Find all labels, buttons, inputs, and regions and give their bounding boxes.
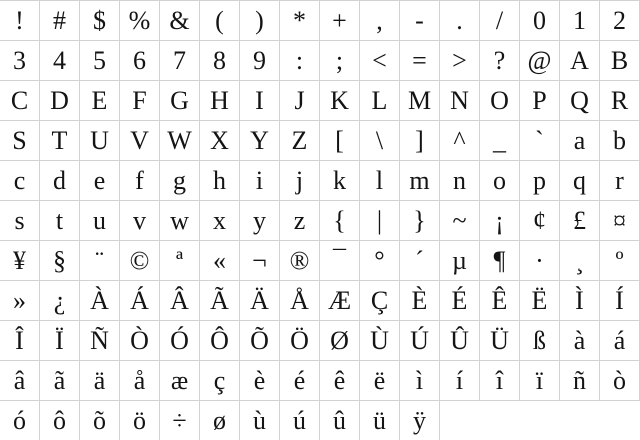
- glyph-cell: Ò: [120, 320, 160, 360]
- glyph-cell: f: [120, 160, 160, 200]
- glyph-cell: «: [200, 240, 240, 280]
- glyph-cell: º: [600, 240, 640, 280]
- glyph-cell: Ö: [280, 320, 320, 360]
- glyph-cell: [: [320, 120, 360, 160]
- glyph-cell: ©: [120, 240, 160, 280]
- glyph-cell: Á: [120, 280, 160, 320]
- glyph-cell: #: [40, 0, 80, 40]
- glyph-cell: s: [0, 200, 40, 240]
- glyph-cell: !: [0, 0, 40, 40]
- glyph-cell: Ï: [40, 320, 80, 360]
- glyph-cell: Ø: [320, 320, 360, 360]
- glyph-cell: H: [200, 80, 240, 120]
- glyph-cell: ¢: [520, 200, 560, 240]
- glyph-cell: Å: [280, 280, 320, 320]
- glyph-cell: µ: [440, 240, 480, 280]
- glyph-row: [0, 40, 640, 80]
- glyph-cell: ;: [320, 40, 360, 80]
- glyph-cell: v: [120, 200, 160, 240]
- glyph-cell: ó: [0, 400, 40, 440]
- empty-cell: [440, 400, 480, 440]
- glyph-cell: 4: [40, 40, 80, 80]
- glyph-cell: ®: [280, 240, 320, 280]
- glyph-cell: ?: [480, 40, 520, 80]
- glyph-cell: ¡: [480, 200, 520, 240]
- glyph-cell: Û: [440, 320, 480, 360]
- glyph-cell: ¥: [0, 240, 40, 280]
- glyph-cell: F: [120, 80, 160, 120]
- glyph-cell: n: [440, 160, 480, 200]
- glyph-cell: x: [200, 200, 240, 240]
- glyph-cell: å: [120, 360, 160, 400]
- glyph-cell: ö: [120, 400, 160, 440]
- glyph-cell: i: [240, 160, 280, 200]
- glyph-cell: ü: [360, 400, 400, 440]
- glyph-cell: Y: [240, 120, 280, 160]
- glyph-cell: ñ: [560, 360, 600, 400]
- glyph-cell: ã: [40, 360, 80, 400]
- glyph-cell: á: [600, 320, 640, 360]
- glyph-cell: Ó: [160, 320, 200, 360]
- glyph-cell: Ì: [560, 280, 600, 320]
- glyph-cell: $: [80, 0, 120, 40]
- glyph-cell: Í: [600, 280, 640, 320]
- glyph-cell: T: [40, 120, 80, 160]
- glyph-cell: w: [160, 200, 200, 240]
- glyph-cell: £: [560, 200, 600, 240]
- glyph-cell: Ú: [400, 320, 440, 360]
- glyph-cell: -: [400, 0, 440, 40]
- glyph-cell: W: [160, 120, 200, 160]
- glyph-cell: ì: [400, 360, 440, 400]
- glyph-cell: â: [0, 360, 40, 400]
- glyph-cell: 2: [600, 0, 640, 40]
- glyph-cell: C: [0, 80, 40, 120]
- glyph-cell: G: [160, 80, 200, 120]
- glyph-cell: Z: [280, 120, 320, 160]
- glyph-cell: Â: [160, 280, 200, 320]
- glyph-cell: u: [80, 200, 120, 240]
- glyph-cell: û: [320, 400, 360, 440]
- glyph-cell: J: [280, 80, 320, 120]
- glyph-cell: ¨: [80, 240, 120, 280]
- glyph-cell: ê: [320, 360, 360, 400]
- glyph-cell: Ä: [240, 280, 280, 320]
- glyph-cell: ò: [600, 360, 640, 400]
- glyph-cell: 3: [0, 40, 40, 80]
- glyph-row: [0, 360, 640, 400]
- glyph-cell: 0: [520, 0, 560, 40]
- glyph-cell: à: [560, 320, 600, 360]
- glyph-cell: Ù: [360, 320, 400, 360]
- glyph-cell: z: [280, 200, 320, 240]
- glyph-cell: `: [520, 120, 560, 160]
- glyph-cell: À: [80, 280, 120, 320]
- glyph-cell: \: [360, 120, 400, 160]
- glyph-cell: ]: [400, 120, 440, 160]
- empty-cell: [520, 400, 560, 440]
- glyph-cell: j: [280, 160, 320, 200]
- glyph-cell: o: [480, 160, 520, 200]
- glyph-cell: §: [40, 240, 80, 280]
- glyph-row: [0, 120, 640, 160]
- glyph-cell: E: [80, 80, 120, 120]
- glyph-row: [0, 160, 640, 200]
- glyph-cell: }: [400, 200, 440, 240]
- glyph-cell: ¿: [40, 280, 80, 320]
- glyph-cell: í: [440, 360, 480, 400]
- glyph-row: [0, 320, 640, 360]
- glyph-cell: <: [360, 40, 400, 80]
- glyph-cell: t: [40, 200, 80, 240]
- glyph-cell: _: [480, 120, 520, 160]
- glyph-cell: 5: [80, 40, 120, 80]
- glyph-cell: b: [600, 120, 640, 160]
- glyph-row: [0, 0, 640, 40]
- glyph-cell: A: [560, 40, 600, 80]
- glyph-cell: ´: [400, 240, 440, 280]
- glyph-cell: ä: [80, 360, 120, 400]
- glyph-cell: U: [80, 120, 120, 160]
- glyph-cell: /: [480, 0, 520, 40]
- glyph-cell: :: [280, 40, 320, 80]
- glyph-row: [0, 240, 640, 280]
- glyph-cell: d: [40, 160, 80, 200]
- glyph-cell: ú: [280, 400, 320, 440]
- glyph-cell: ^: [440, 120, 480, 160]
- glyph-cell: 8: [200, 40, 240, 80]
- glyph-cell: È: [400, 280, 440, 320]
- glyph-cell: =: [400, 40, 440, 80]
- glyph-row: [0, 400, 640, 440]
- glyph-cell: °: [360, 240, 400, 280]
- glyph-cell: î: [480, 360, 520, 400]
- glyph-cell: g: [160, 160, 200, 200]
- glyph-cell: L: [360, 80, 400, 120]
- glyph-cell: 1: [560, 0, 600, 40]
- glyph-cell: S: [0, 120, 40, 160]
- glyph-cell: 9: [240, 40, 280, 80]
- glyph-cell: |: [360, 200, 400, 240]
- glyph-cell: l: [360, 160, 400, 200]
- glyph-cell: D: [40, 80, 80, 120]
- glyph-cell: Ã: [200, 280, 240, 320]
- glyph-cell: k: [320, 160, 360, 200]
- glyph-cell: O: [480, 80, 520, 120]
- glyph-cell: ç: [200, 360, 240, 400]
- glyph-cell: h: [200, 160, 240, 200]
- glyph-cell: @: [520, 40, 560, 80]
- glyph-cell: Ç: [360, 280, 400, 320]
- glyph-cell: ï: [520, 360, 560, 400]
- glyph-row: [0, 80, 640, 120]
- glyph-cell: »: [0, 280, 40, 320]
- glyph-cell: ÷: [160, 400, 200, 440]
- glyph-cell: +: [320, 0, 360, 40]
- glyph-cell: ô: [40, 400, 80, 440]
- glyph-cell: a: [560, 120, 600, 160]
- glyph-cell: c: [0, 160, 40, 200]
- glyph-cell: M: [400, 80, 440, 120]
- glyph-cell: {: [320, 200, 360, 240]
- glyph-row: [0, 280, 640, 320]
- glyph-cell: ª: [160, 240, 200, 280]
- glyph-cell: P: [520, 80, 560, 120]
- glyph-cell: B: [600, 40, 640, 80]
- glyph-cell: K: [320, 80, 360, 120]
- glyph-cell: I: [240, 80, 280, 120]
- glyph-cell: ¯: [320, 240, 360, 280]
- glyph-cell: V: [120, 120, 160, 160]
- glyph-cell: õ: [80, 400, 120, 440]
- glyph-cell: ÿ: [400, 400, 440, 440]
- glyph-cell: ,: [360, 0, 400, 40]
- glyph-cell: ß: [520, 320, 560, 360]
- glyph-cell: p: [520, 160, 560, 200]
- glyph-cell: *: [280, 0, 320, 40]
- glyph-cell: e: [80, 160, 120, 200]
- glyph-cell: %: [120, 0, 160, 40]
- glyph-cell: q: [560, 160, 600, 200]
- glyph-cell: æ: [160, 360, 200, 400]
- glyph-cell: N: [440, 80, 480, 120]
- glyph-cell: ¸: [560, 240, 600, 280]
- glyph-cell: 6: [120, 40, 160, 80]
- glyph-cell: Ë: [520, 280, 560, 320]
- glyph-cell: É: [440, 280, 480, 320]
- glyph-row: [0, 200, 640, 240]
- glyph-cell: R: [600, 80, 640, 120]
- glyph-cell: .: [440, 0, 480, 40]
- glyph-cell: ø: [200, 400, 240, 440]
- glyph-cell: ): [240, 0, 280, 40]
- glyph-cell: é: [280, 360, 320, 400]
- glyph-cell: Æ: [320, 280, 360, 320]
- empty-cell: [560, 400, 600, 440]
- glyph-cell: Q: [560, 80, 600, 120]
- glyph-cell: ¤: [600, 200, 640, 240]
- glyph-cell: 7: [160, 40, 200, 80]
- empty-cell: [480, 400, 520, 440]
- glyph-cell: Õ: [240, 320, 280, 360]
- glyph-cell: X: [200, 120, 240, 160]
- glyph-cell: Ñ: [80, 320, 120, 360]
- glyph-cell: &: [160, 0, 200, 40]
- glyph-cell: ¶: [480, 240, 520, 280]
- glyph-cell: Î: [0, 320, 40, 360]
- glyph-cell: ë: [360, 360, 400, 400]
- glyph-cell: ~: [440, 200, 480, 240]
- glyph-cell: Ê: [480, 280, 520, 320]
- glyph-cell: >: [440, 40, 480, 80]
- glyph-cell: ¬: [240, 240, 280, 280]
- glyph-cell: ù: [240, 400, 280, 440]
- glyph-cell: è: [240, 360, 280, 400]
- glyph-cell: (: [200, 0, 240, 40]
- glyph-cell: Ô: [200, 320, 240, 360]
- glyph-cell: m: [400, 160, 440, 200]
- glyph-cell: Ü: [480, 320, 520, 360]
- empty-cell: [600, 400, 640, 440]
- glyph-cell: ·: [520, 240, 560, 280]
- glyph-cell: y: [240, 200, 280, 240]
- glyph-cell: r: [600, 160, 640, 200]
